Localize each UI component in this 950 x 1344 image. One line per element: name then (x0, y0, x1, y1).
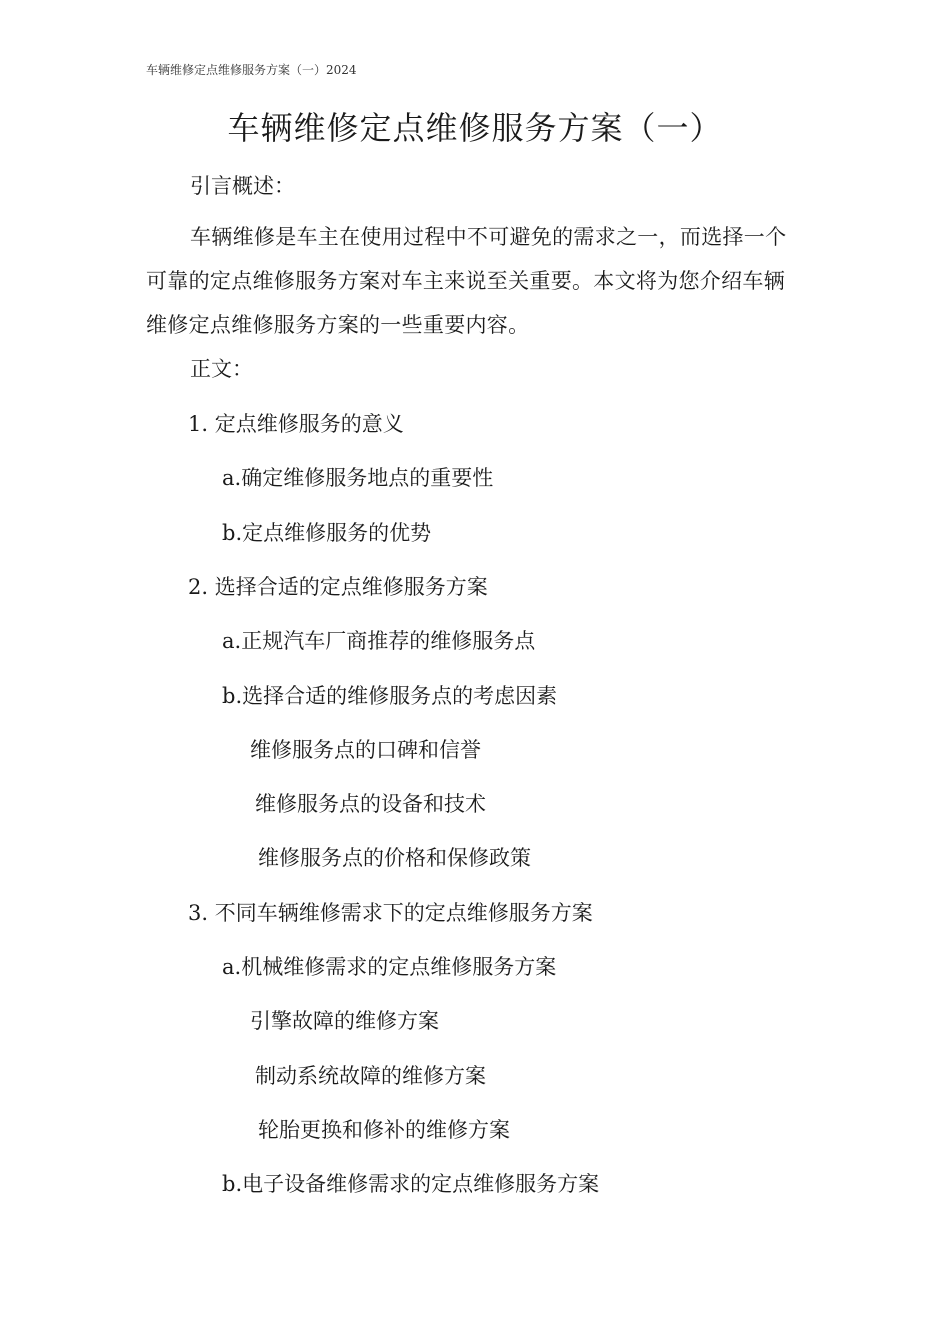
intro-paragraph: 车辆维修是车主在使用过程中不可避免的需求之一，而选择一个可靠的定点维修服务方案对车主来说至关重要。本文将为您介绍车辆维修定点维修服务方案的一些重要内容。 (146, 225, 787, 337)
outline-item-3b: b.电子设备维修需求的定点维修服务方案 (222, 1172, 600, 1196)
body-heading: 正文： (190, 357, 253, 381)
intro-heading: 引言概述： (190, 174, 295, 198)
outline-section-2: 2. 选择合适的定点维修服务方案 (188, 575, 488, 599)
outline-item-2b: b.选择合适的维修服务点的考虑因素 (222, 684, 558, 708)
outline-subitem-3a-1: 引擎故障的维修方案 (250, 1009, 439, 1033)
document-title: 车辆维修定点维修服务方案（一） (227, 109, 723, 147)
outline-item-1a: a.确定维修服务地点的重要性 (222, 466, 494, 490)
outline-subitem-2b-2: 维修服务点的设备和技术 (255, 792, 486, 816)
outline-subitem-2b-1: 维修服务点的口碑和信誉 (250, 738, 481, 762)
outline-item-2a: a.正规汽车厂商推荐的维修服务点 (222, 629, 536, 653)
outline-item-3a: a.机械维修需求的定点维修服务方案 (222, 955, 557, 979)
outline-section-3: 3. 不同车辆维修需求下的定点维修服务方案 (188, 901, 593, 925)
outline-subitem-3a-3: 轮胎更换和修补的维修方案 (258, 1118, 510, 1142)
running-header: 车辆维修定点维修服务方案（一）2024 (146, 63, 357, 77)
outline-subitem-2b-3: 维修服务点的价格和保修政策 (258, 846, 531, 870)
outline-subitem-3a-2: 制动系统故障的维修方案 (255, 1064, 486, 1088)
outline-item-1b: b.定点维修服务的优势 (222, 521, 432, 545)
outline-section-1: 1. 定点维修服务的意义 (188, 412, 404, 436)
